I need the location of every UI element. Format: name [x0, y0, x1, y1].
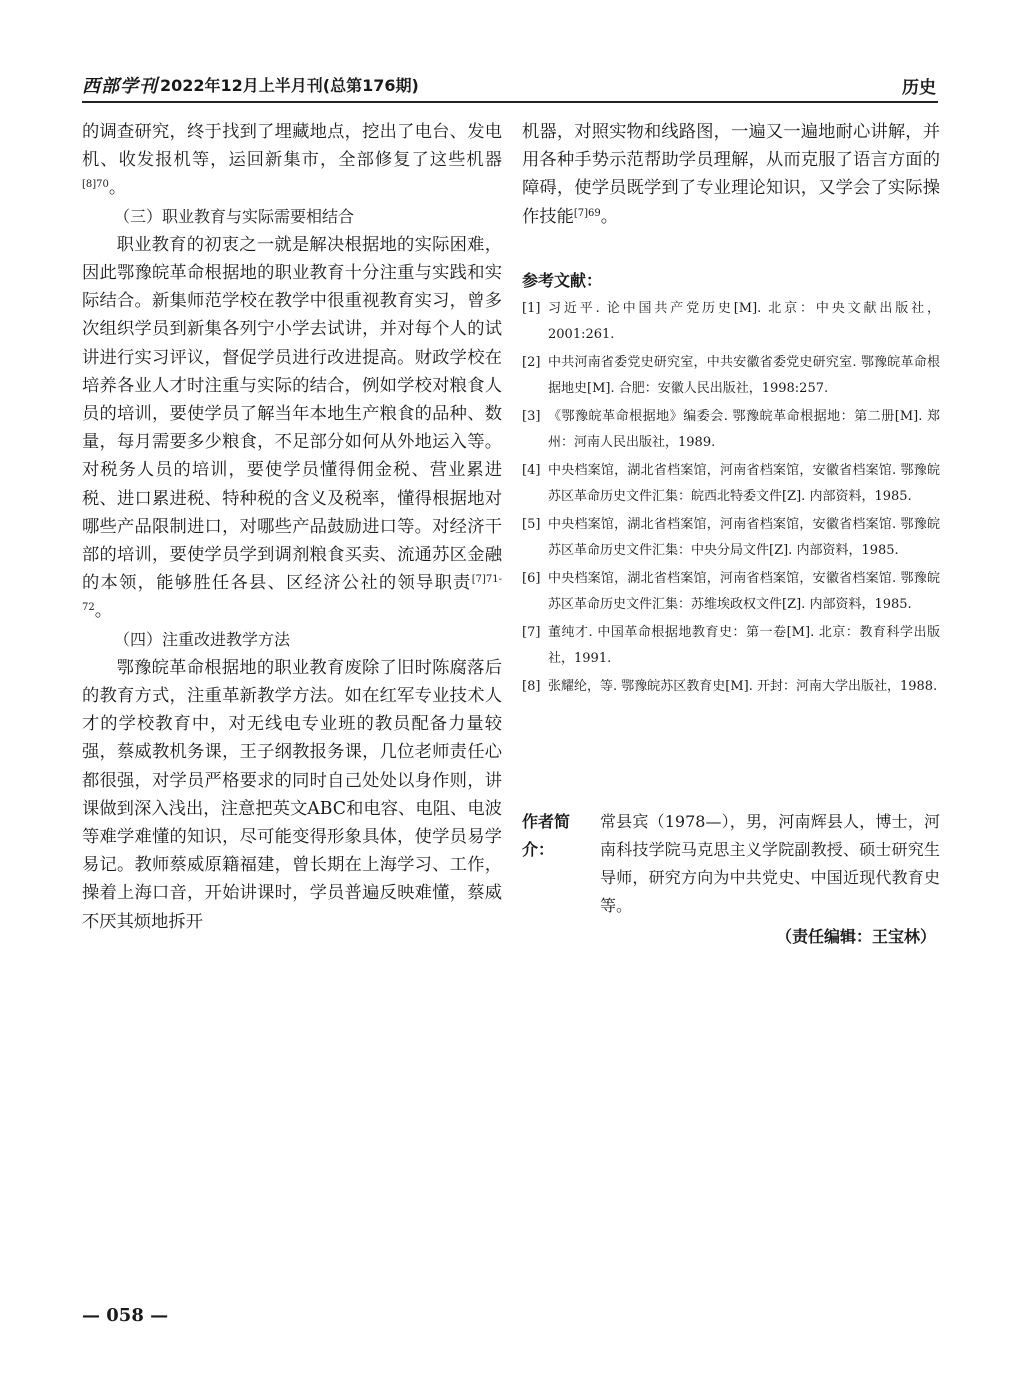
- bio-text: 常县宾（1978—），男，河南辉县人，博士，河南科技学院马克思主义学院副教授、硕士研究生导师，研究方向为中共党史、中国近现代教育史等。: [600, 812, 940, 915]
- bio-label: 作者简介：: [522, 812, 571, 859]
- reference-number: [4]: [522, 463, 541, 478]
- paragraph-text: 的调查研究，终于找到了埋藏地点，挖出了电台、发电机、收发报机等，运回新集市，全部修复了这些机器: [82, 122, 502, 171]
- reference-text: 董纯才. 中国革命根据地教育史：第一卷[M]. 北京：教育科学出版社，1991.: [548, 625, 940, 666]
- paragraph-end: 。: [600, 206, 619, 227]
- reference-text: 张耀纶，等. 鄂豫皖苏区教育史[M]. 开封：河南大学出版社，1988.: [548, 679, 938, 694]
- reference-number: [6]: [522, 571, 541, 586]
- reference-text: 中央档案馆，湖北省档案馆，河南省档案馆，安徽省档案馆. 鄂豫皖苏区革命历史文件汇集：苏维埃政权文件[Z]. 内部资料，1985.: [548, 571, 940, 612]
- left-paragraph-3: 鄂豫皖革命根据地的职业教育废除了旧时陈腐落后的教育方式，注重革新教学方法。如在红军专业技术人才的学校教育中，对无线电专业班的教员配备力量较强，蔡威教机务课，王子纲教报务课，几位老师责任心都很强，对学员严格要求的同时自己处处以身作则，讲课做到深入浅出，注意把英文ABC和电容、电阻、电波等难学难懂的知识，尽可能变得形象具体，使学员易学易记。教师蔡威原籍福建，曾长期在上海学习、工作，操着上海口音，开始讲课时，学员普遍反映难懂，蔡威不厌其烦地拆开: [82, 657, 502, 932]
- reference-item: [522, 512, 940, 563]
- reference-number: [2]: [522, 355, 541, 370]
- citation: [7]71-72: [82, 574, 502, 614]
- reference-text: 《鄂豫皖革命根据地》编委会. 鄂豫皖革命根据地：第二册[M]. 郑州：河南人民出版社，1989.: [548, 409, 940, 450]
- reference-text: 中共河南省委党史研究室，中共安徽省委党史研究室. 鄂豫皖革命根据地史[M]. 合肥：安徽人民出版社，1998:257.: [548, 355, 940, 396]
- paragraph-end: 。: [94, 601, 113, 622]
- left-paragraph-1: [82, 118, 502, 203]
- reference-list: [522, 296, 940, 703]
- subheading-3: （三）职业教育与实际需要相结合: [114, 206, 355, 226]
- responsible-editor: （责任编辑：王宝林）: [775, 927, 936, 946]
- section-label: 历史: [902, 78, 936, 98]
- reference-number: [7]: [522, 625, 541, 640]
- references-title: 参考文献：: [522, 271, 603, 290]
- left-column: [82, 118, 502, 936]
- paragraph-text: 职业教育的初衷之一就是解决根据地的实际困难，因此鄂豫皖革命根据地的职业教育十分注重与实践和实际结合。新集师范学校在教学中很重视教育实习，曾多次组织学员到新集各列宁小学去试讲，并对每个人的试讲进行实习评议，督促学员进行改进提高。财政学校在培养各业人才时注重与实际的结合，例如学校对粮食人员的培训，要使学员了解当年本地生产粮食的品种、数量，每月需要多少粮食，不足部分如何从外地运入等。对税务人员的培训，要使学员懂得佣金税、营业累进税、进口累进税、特种税的含义及税率，懂得根据地对哪些产品限制进口，对哪些产品鼓励进口等。对经济干部的培训，要使学员学到调剂粮食买卖、流通苏区金融的本领，能够胜任各县、区经济公社的领导职责: [82, 234, 502, 594]
- subheading-4: （四）注重改进教学方法: [114, 629, 291, 649]
- reference-text: 习近平. 论中国共产党历史[M]. 北京：中央文献出版社，2001:261.: [548, 301, 940, 342]
- reference-item: [522, 620, 940, 671]
- citation: [8]70: [82, 179, 109, 191]
- reference-number: [5]: [522, 517, 541, 532]
- reference-number: [1]: [522, 301, 541, 316]
- author-bio: [522, 808, 940, 920]
- reference-number: [8]: [522, 679, 541, 694]
- reference-item: [522, 674, 940, 700]
- header-rule: [82, 101, 938, 103]
- page-number: — 058 —: [82, 1305, 169, 1326]
- reference-text: 中央档案馆，湖北省档案馆，河南省档案馆，安徽省档案馆. 鄂豫皖苏区革命历史文件汇集：中央分局文件[Z]. 内部资料，1985.: [548, 517, 940, 558]
- paragraph-end: 。: [108, 178, 127, 199]
- reference-item: [522, 566, 940, 617]
- right-column: [522, 118, 940, 1018]
- journal-logo: 西部学刊: [82, 76, 158, 97]
- issue-info: 2022年12月上半月刊(总第176期): [160, 76, 419, 95]
- reference-item: [522, 458, 940, 509]
- reference-item: [522, 350, 940, 401]
- reference-text: 中央档案馆，湖北省档案馆，河南省档案馆，安徽省档案馆. 鄂豫皖苏区革命历史文件汇集：皖西北特委文件[Z]. 内部资料，1985.: [548, 463, 940, 504]
- paragraph-text: 机器，对照实物和线路图，一遍又一遍地耐心讲解，并用各种手势示范帮助学员理解，从而克服了语言方面的障碍，使学员既学到了专业理论知识，又学会了实际操作技能: [522, 122, 940, 227]
- page-header: [82, 72, 938, 98]
- left-paragraph-2: [82, 231, 502, 626]
- right-paragraph-1: [522, 118, 940, 231]
- citation: [7]69: [573, 207, 601, 219]
- reference-item: [522, 404, 940, 455]
- reference-number: [3]: [522, 409, 541, 424]
- reference-item: [522, 296, 940, 347]
